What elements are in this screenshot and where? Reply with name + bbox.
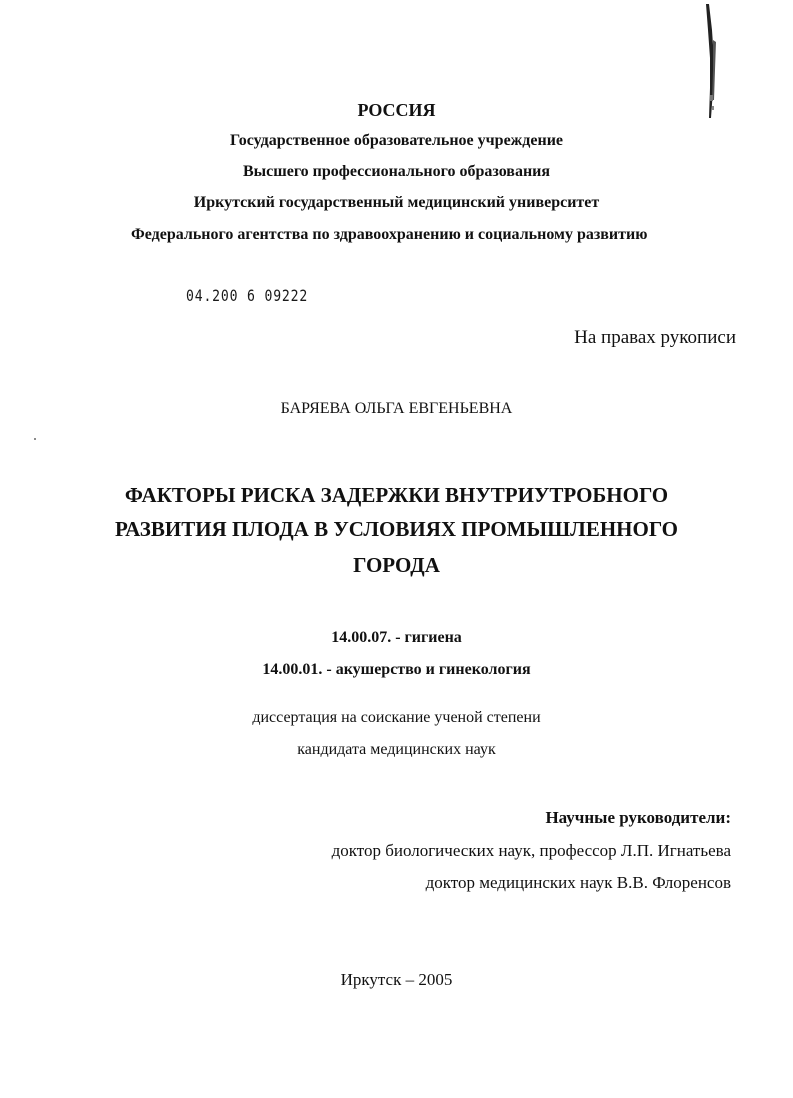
supervisors-heading: Научные руководители: [545, 808, 731, 827]
institution-line-3: Иркутский государственный медицинский университет [193, 194, 600, 211]
degree-line-2: кандидата медицинских наук [297, 741, 496, 758]
degree-line-1: диссертация на соискание ученой степени [252, 709, 541, 726]
thesis-title-line-2: РАЗВИТИЯ ПЛОДА В УСЛОВИЯХ ПРОМЫШЛЕННОГО [114, 517, 679, 541]
specialty-code-1: 14.00.07. - гигиена [331, 629, 462, 646]
country-heading: РОССИЯ [357, 100, 436, 120]
thesis-title-line-1: ФАКТОРЫ РИСКА ЗАДЕРЖКИ ВНУТРИУТРОБНОГО [124, 483, 669, 507]
place-and-year: Иркутск – 2005 [340, 970, 453, 989]
registration-stamp: 04.200 6 09222 [186, 286, 309, 305]
author-name: БАРЯЕВА ОЛЬГА ЕВГЕНЬЕВНА [280, 400, 513, 417]
thesis-title-line-3: ГОРОДА [353, 553, 440, 577]
scan-artifact-dot [32, 436, 38, 442]
supervisor-2: доктор медицинских наук В.В. Флоренсов [425, 873, 731, 892]
manuscript-note: На правах рукописи [574, 327, 736, 348]
institution-line-4: Федерального агентства по здравоохранению и социальному развитию [131, 226, 648, 243]
specialty-code-2: 14.00.01. - акушерство и гинекология [262, 661, 531, 678]
supervisor-1: доктор биологических наук, профессор Л.П. Игнатьева [331, 841, 731, 860]
institution-line-1: Государственное образовательное учреждение [229, 132, 564, 149]
institution-line-2: Высшего профессионального образования [242, 163, 551, 180]
